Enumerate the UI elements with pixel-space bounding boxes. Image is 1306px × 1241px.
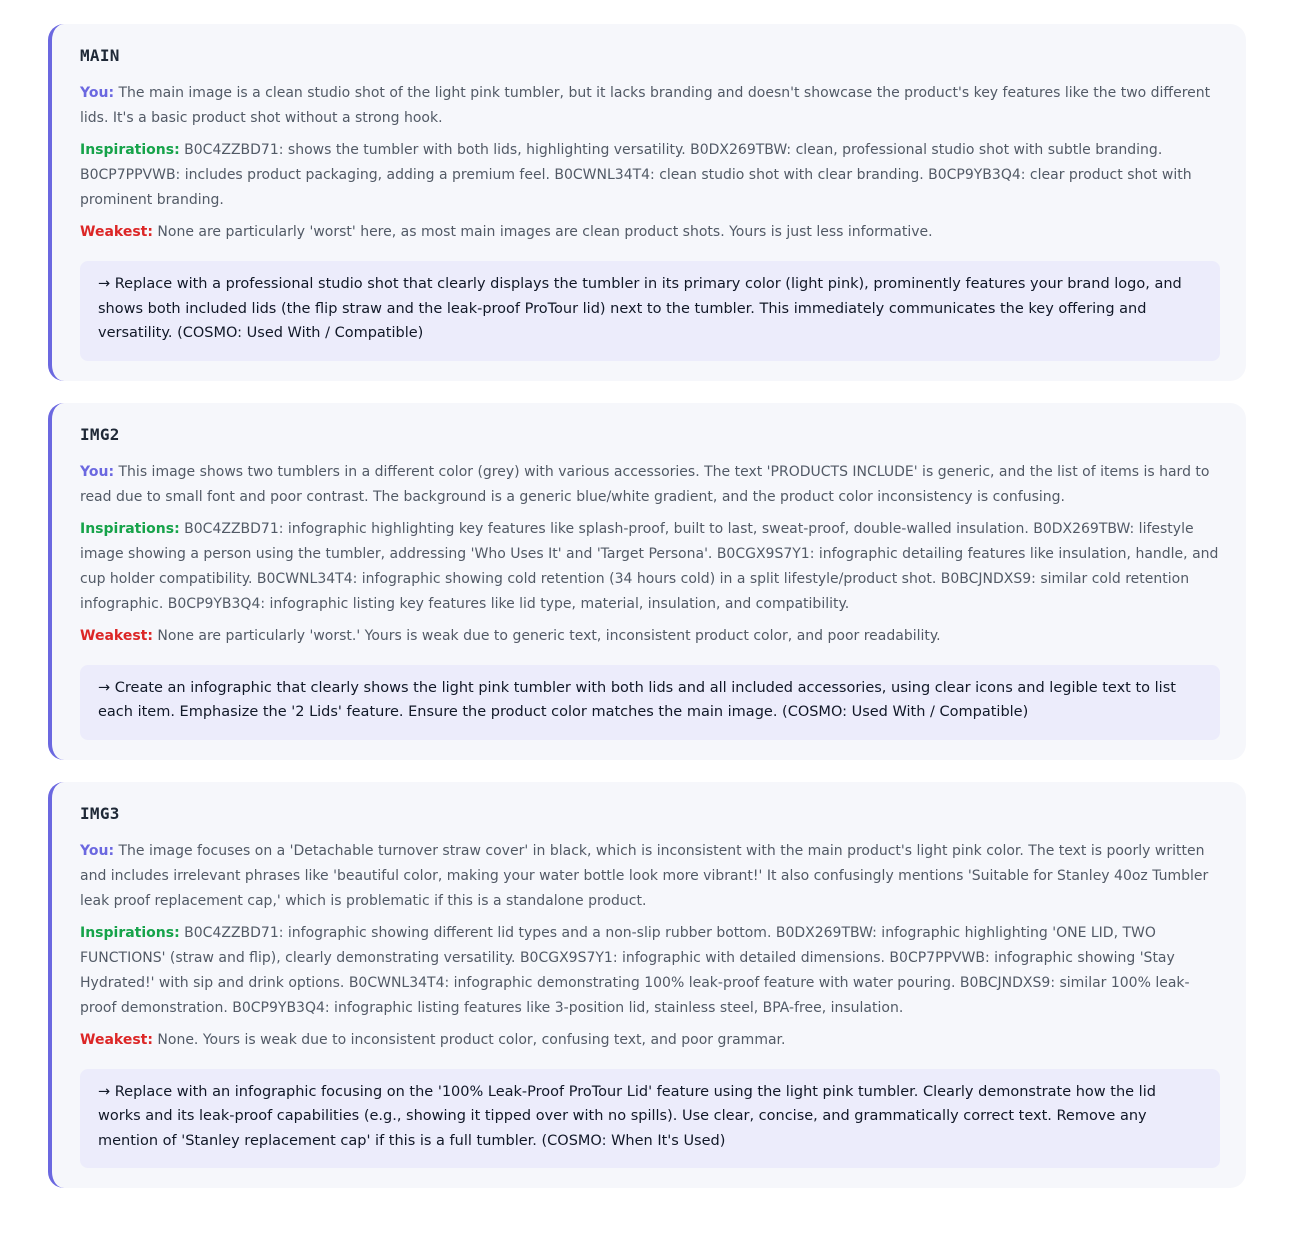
analysis-card-img3: [48, 782, 1246, 1189]
inspirations-line: [80, 138, 1220, 213]
weakest-line: [80, 624, 1220, 649]
card-title: IMG3: [80, 803, 120, 823]
weakest-text: None. Yours is weak due to inconsistent product color, confusing text, and poor grammar.: [157, 1031, 786, 1048]
inspirations-text: B0C4ZZBD71: infographic showing different lid types and a non-slip rubber bottom. B0DX269TBW: infographic highlighting 'ONE LID, TWO FUNCTIONS' (straw and flip), clearly demonstrating versatility. B0CGX9S7Y1: infographic with detailed dimensions. B0CP7PPVWB: infographic showing 'Stay Hydrated!' with sip and drink options. B0CWNL34T4: infographic demonstrating 100% leak-proof feature with water pouring. B0BCJNDXS9: similar 100% leak-proof demonstration. B0CP9YB3Q4: infographic listing features like 3-position lid, stainless steel, BPA-free, insulation.: [80, 924, 1190, 1016]
card-title: IMG2: [80, 424, 120, 444]
inspirations-label: Inspirations:: [80, 924, 180, 941]
weakest-label: Weakest:: [80, 224, 153, 240]
weakest-text: None are particularly 'worst.' Yours is weak due to generic text, inconsistent product color, and poor readability.: [157, 627, 941, 644]
recommendation-box: → Create an infographic that clearly shows the light pink tumbler with both lids and all included accessories, using clear icons and legible text to list each item. Emphasize the '2 Lids' feature. Ensure the product color matches the main image. (COSMO: Used With / Compatible): [80, 665, 1220, 740]
you-line: [80, 81, 1220, 131]
you-text: The main image is a clean studio shot of the light pink tumbler, but it lacks branding and doesn't showcase the product's key features like the two different lids. It's a basic product shot without a strong hook.: [80, 85, 1211, 126]
recommendation-box: → Replace with a professional studio shot that clearly displays the tumbler in its primary color (light pink), prominently features your brand logo, and shows both included lids (the flip straw and the leak-proof ProTour lid) next to the tumbler. This immediately communicates the key offering and versatility. (COSMO: Used With / Compatible): [80, 261, 1220, 361]
inspirations-label: Inspirations:: [80, 520, 180, 537]
you-label: You:: [80, 463, 115, 480]
weakest-label: Weakest:: [80, 627, 153, 644]
weakest-label: Weakest:: [80, 1031, 153, 1048]
recommendation-box: → Replace with an infographic focusing on the '100% Leak-Proof ProTour Lid' feature using the light pink tumbler. Clearly demonstrate how the lid works and its leak-proof capabilities (e.g., showing it tipped over with no spills). Use clear, concise, and grammatically correct text. Remove any mention of 'Stanley replacement cap' if this is a full tumbler. (COSMO: When It's Used): [80, 1069, 1220, 1169]
card-title: MAIN: [80, 46, 120, 65]
weakest-line: [80, 1028, 1220, 1053]
you-label: You:: [80, 85, 115, 101]
inspirations-line: [80, 921, 1220, 1021]
weakest-line: [80, 220, 1220, 245]
analysis-card-main: [48, 24, 1246, 381]
you-label: You:: [80, 842, 115, 859]
you-text: The image focuses on a 'Detachable turnover straw cover' in black, which is inconsistent with the main product's light pink color. The text is poorly written and includes irrelevant phrases like 'beautiful color, making your water bottle look more vibrant!' It also confusingly mentions 'Suitable for Stanley 40oz Tumbler leak proof replacement cap,' which is problematic if this is a standalone product.: [80, 842, 1209, 909]
weakest-text: None are particularly 'worst' here, as most main images are clean product shots. Yours is just less informative.: [157, 224, 933, 240]
you-text: This image shows two tumblers in a different color (grey) with various accessories. The text 'PRODUCTS INCLUDE' is generic, and the list of items is hard to read due to small font and poor contrast. The background is a generic blue/white gradient, and the product color inconsistency is confusing.: [80, 463, 1210, 505]
inspirations-label: Inspirations:: [80, 142, 180, 158]
inspirations-text: B0C4ZZBD71: shows the tumbler with both lids, highlighting versatility. B0DX269TBW: clean, professional studio shot with subtle branding. B0CP7PPVWB: includes product packaging, adding a premium feel. B0CWNL34T4: clean studio shot with clear branding. B0CP9YB3Q4: clear product shot with prominent branding.: [80, 142, 1192, 208]
you-line: [80, 460, 1220, 510]
analysis-card-img2: [48, 403, 1246, 760]
inspirations-line: [80, 517, 1220, 617]
you-line: [80, 839, 1220, 914]
inspirations-text: B0C4ZZBD71: infographic highlighting key features like splash-proof, built to last, sweat-proof, double-walled insulation. B0DX269TBW: lifestyle image showing a person using the tumbler, addressing 'Who Uses It' and 'Target Persona'. B0CGX9S7Y1: infographic detailing features like insulation, handle, and cup holder compatibility. B0CWNL34T4: infographic showing cold retention (34 hours cold) in a split lifestyle/product shot. B0BCJNDXS9: similar cold retention infographic. B0CP9YB3Q4: infographic listing key features like lid type, material, insulation, and compatibility.: [80, 520, 1219, 612]
